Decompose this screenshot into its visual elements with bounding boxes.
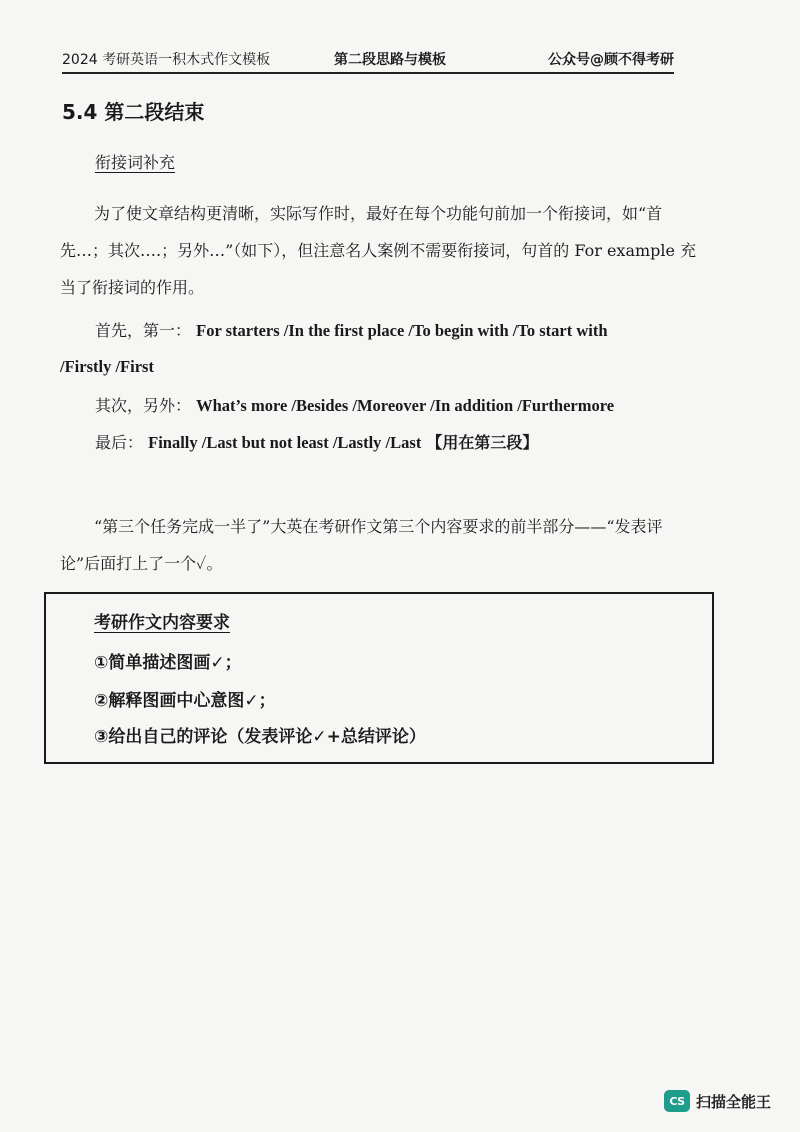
requirement-item: ②解释图画中心意图✓； [94, 691, 276, 711]
requirement-item: ③给出自己的评论（发表评论✓+总结评论） [94, 727, 426, 747]
camscanner-logo-icon: CS [664, 1090, 690, 1112]
connector-second-label: 其次，另外： [95, 396, 192, 415]
section-title: 5.4 第二段结束 [62, 100, 205, 124]
requirement-item: ①简单描述图画✓； [94, 653, 242, 673]
header-book-title: 2024 考研英语一积木式作文模板 [62, 52, 271, 68]
connector-last-words: Finally /Last but not least /Lastly /Last [148, 433, 422, 452]
header-account: 公众号@顾不得考研 [548, 52, 674, 68]
scanner-watermark [664, 1090, 771, 1112]
connector-first-label: 首先，第一： [95, 321, 192, 340]
page-header [62, 44, 674, 74]
connector-first-line-cont [60, 357, 154, 377]
connector-last-line [95, 430, 538, 453]
header-chapter: 第二段思路与模板 [334, 52, 446, 68]
requirements-box [44, 592, 714, 764]
connector-second-line [95, 393, 614, 416]
connector-first-words-cont: /Firstly /First [60, 357, 154, 376]
subheading: 衔接词补充 [95, 153, 176, 172]
connector-last-note: 【用在第三段】 [426, 433, 539, 452]
watermark-text: 扫描全能王 [696, 1092, 772, 1111]
intro-paragraph: 为了使文章结构更清晰，实际写作时，最好在每个功能句前加一个衔接词，如“首先…；其次….；另外…”（如下），但注意名人案例不需要衔接词，句首的 For example 充当了衔接词的作用。 [60, 204, 697, 297]
connector-second-words: What’s more /Besides /Moreover /In addition /Furthermore [196, 396, 615, 415]
progress-paragraph: “第三个任务完成一半了”大英在考研作文第三个内容要求的前半部分——“发表评论”后面打上了一个✓。 [60, 517, 663, 573]
connector-first-words: For starters /In the first place /To begin with /To start with [196, 321, 608, 340]
connector-last-label: 最后： [95, 433, 144, 452]
requirements-title: 考研作文内容要求 [94, 613, 230, 633]
connector-first-line [95, 318, 608, 341]
